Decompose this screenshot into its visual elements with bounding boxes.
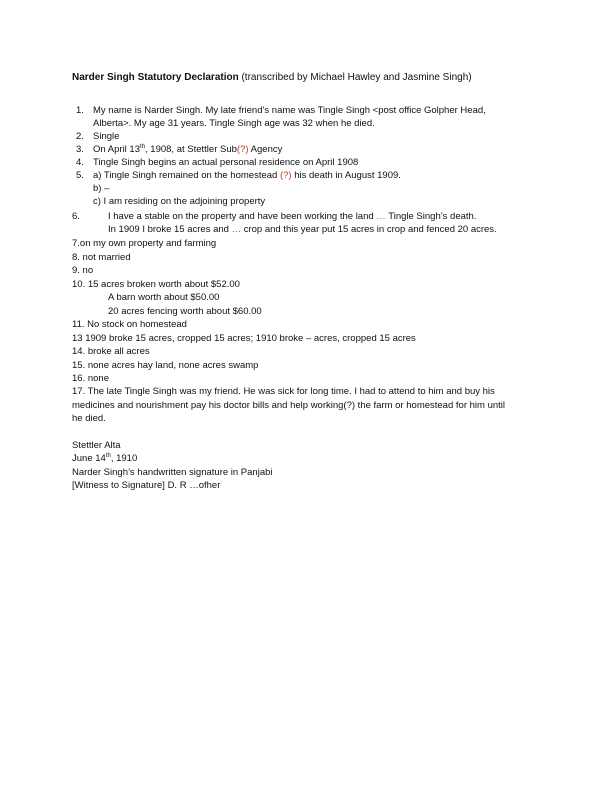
item-5a-uncertain: (?) bbox=[279, 170, 292, 181]
item-10-text: 10. 15 acres broken worth about $52.00 bbox=[72, 279, 240, 290]
item-8-text: 8. not married bbox=[72, 252, 131, 263]
item-5c-text: c) I am residing on the adjoining property bbox=[93, 196, 266, 207]
item-3-post: Agency bbox=[248, 144, 283, 155]
signing-place: Stettler Alta bbox=[72, 440, 121, 451]
item-10-fencing: 20 acres fencing worth about $60.00 bbox=[108, 306, 262, 317]
item-5a-pre: a) Tingle Singh remained on the homestead bbox=[93, 170, 280, 181]
item-17-line-1: 17. The late Tingle Singh was my friend. He was sick for long time. I had to attend to him and buy his bbox=[72, 386, 495, 397]
item-5a-post: his death in August 1909. bbox=[291, 170, 401, 181]
item-3-mid: , 1908, at Stettler Sub bbox=[145, 144, 237, 155]
item-17-line-2: medicines and nourishment pay his doctor bills and help working(?) the farm or homestead for him until bbox=[72, 400, 505, 411]
signing-date bbox=[72, 452, 137, 465]
item-13-text: 13 1909 broke 15 acres, cropped 15 acres; 1910 broke – acres, cropped 15 acres bbox=[72, 333, 416, 344]
item-6-line-2 bbox=[108, 223, 497, 236]
item-14-text: 14. broke all acres bbox=[72, 346, 150, 357]
item-5a-text bbox=[93, 169, 401, 182]
item-1-line-2: Alberta>. My age 31 years. Tingle Singh age was 32 when he died. bbox=[93, 118, 375, 129]
date-pre: June 14 bbox=[72, 453, 106, 464]
item-11-text: 11. No stock on homestead bbox=[72, 319, 187, 330]
item-6a-pre: I have a stable on the property and have been working the land bbox=[108, 211, 377, 222]
item-3-pre: On April 13 bbox=[93, 144, 140, 155]
item-6b-post: crop and this year put 15 acres in crop and fenced 20 acres. bbox=[241, 224, 497, 235]
item-4-text: Tingle Singh begins an actual personal residence on April 1908 bbox=[93, 157, 359, 168]
item-10-barn: A barn worth about $50.00 bbox=[108, 292, 220, 303]
item-number-1: 1. bbox=[76, 105, 84, 116]
date-post: , 1910 bbox=[110, 453, 138, 464]
title-rest: (transcribed by Michael Hawley and Jasmine Singh) bbox=[238, 72, 472, 83]
item-3-uncertain: (?) bbox=[236, 144, 249, 155]
item-7-text: 7.on my own property and farming bbox=[72, 238, 217, 249]
item-15-text: 15. none acres hay land, none acres swamp bbox=[72, 360, 259, 371]
title-bold: Narder Singh Statutory Declaration bbox=[72, 72, 239, 83]
item-9-text: 9. no bbox=[72, 265, 94, 276]
item-5b-text: b) – bbox=[93, 183, 110, 194]
item-3-text bbox=[93, 143, 282, 156]
date-sup: th bbox=[105, 452, 111, 459]
item-1-line-1: My name is Narder Singh. My late friend’s name was Tingle Singh <post office Golpher Head, bbox=[93, 105, 486, 116]
item-16-text: 16. none bbox=[72, 373, 109, 384]
item-6b-pre: In 1909 I broke 15 acres and bbox=[108, 224, 232, 235]
document-title bbox=[72, 72, 472, 83]
signature-note: Narder Singh’s handwritten signature in Panjabi bbox=[72, 467, 273, 478]
item-6-line-1 bbox=[108, 210, 476, 223]
item-number-5: 5. bbox=[76, 170, 84, 181]
item-number-6: 6. bbox=[72, 211, 80, 222]
item-number-3: 3. bbox=[76, 144, 84, 155]
item-2-text: Single bbox=[93, 131, 120, 142]
item-6b-ellipsis: … bbox=[231, 224, 242, 235]
witness-line: [Witness to Signature] D. R …ofher bbox=[72, 480, 221, 491]
item-6a-post: Tingle Singh’s death. bbox=[385, 211, 477, 222]
item-3-sup: th bbox=[140, 143, 146, 150]
item-6a-ellipsis: … bbox=[376, 211, 386, 222]
item-number-2: 2. bbox=[76, 131, 84, 142]
item-number-4: 4. bbox=[76, 157, 84, 168]
item-17-line-3: he died. bbox=[72, 413, 106, 424]
